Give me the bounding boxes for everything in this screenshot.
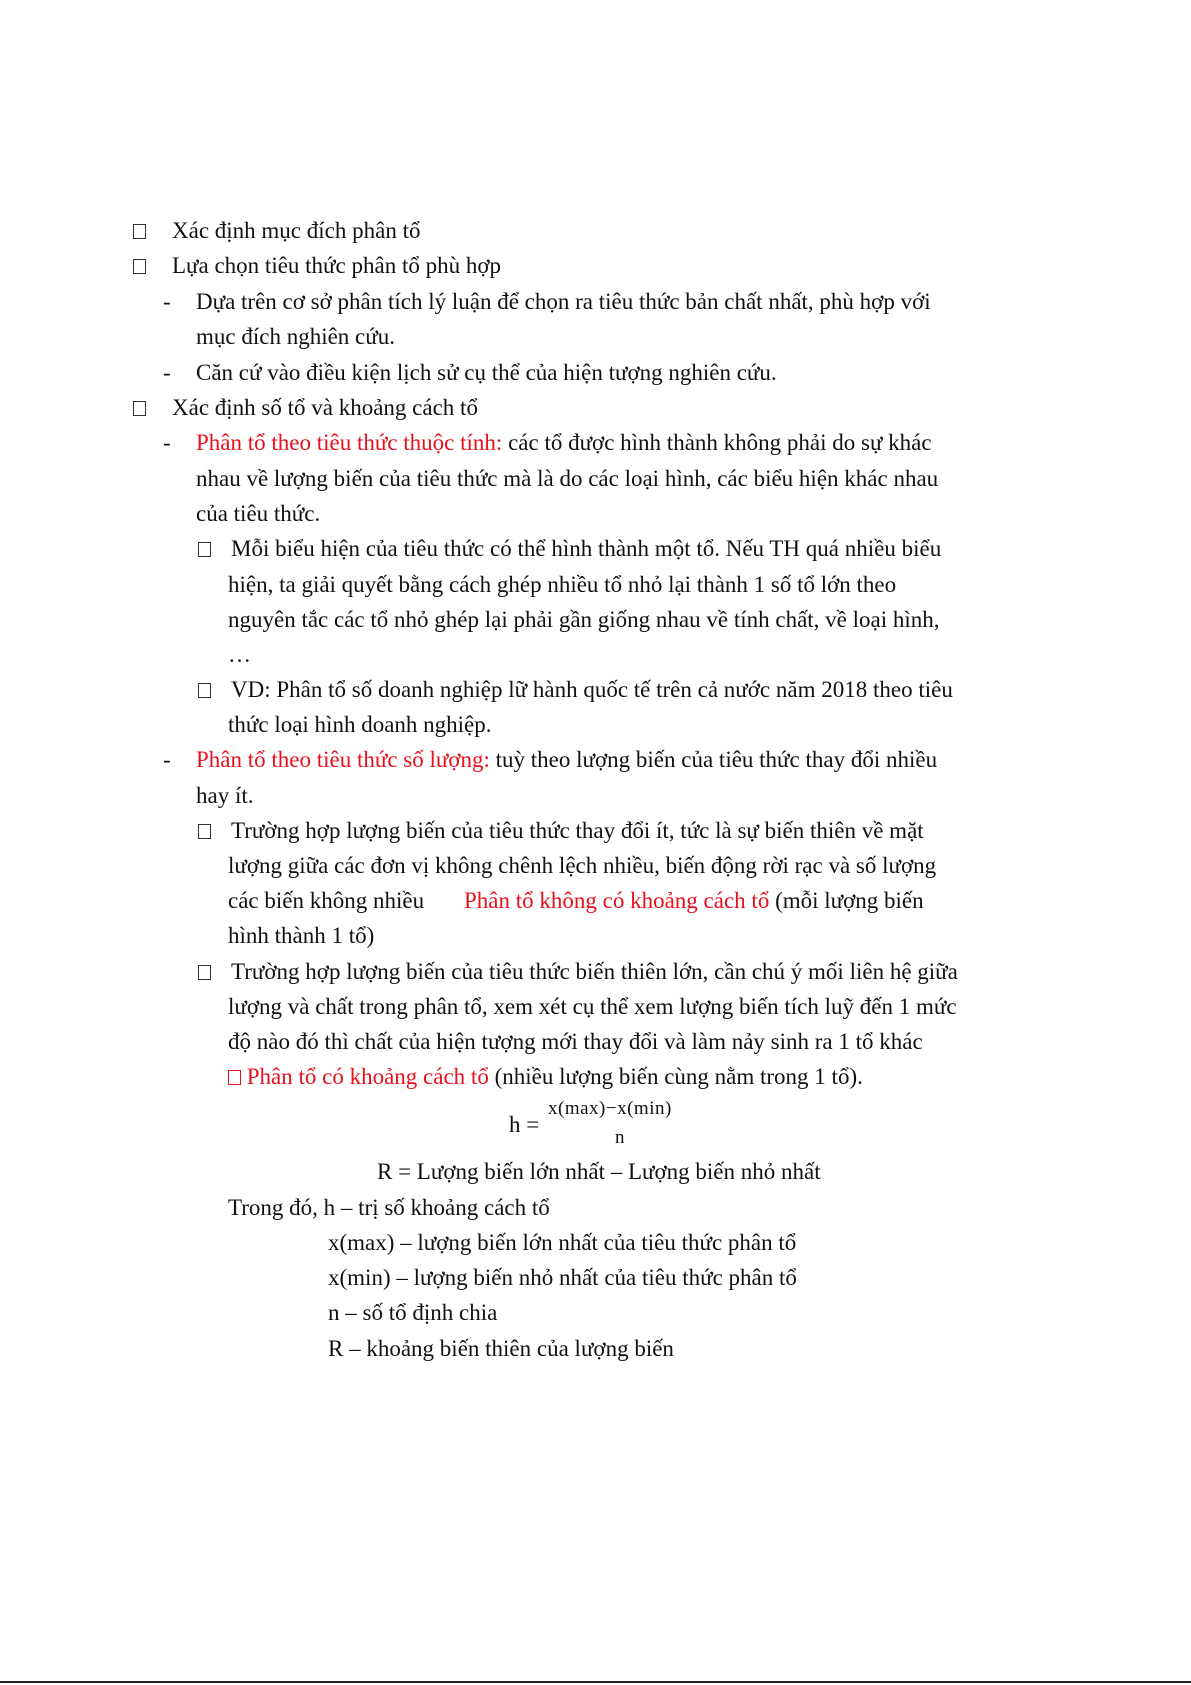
checkbox-bullet-icon [198, 824, 211, 839]
sub-item-text: Dựa trên cơ sở phân tích lý luận để chọn ra tiêu thức bản chất nhất, phù hợp với [196, 289, 931, 314]
nested-bullet: Mỗi biểu hiện của tiêu thức có thể hình thành một tổ. Nếu TH quá nhiều biểu [198, 530, 941, 568]
legend-line: x(max) – lượng biến lớn nhất của tiêu thức phân tổ [328, 1230, 797, 1255]
paragraph-line: thức loại hình doanh nghiệp. [228, 712, 492, 737]
paragraph-line: Phân tổ có khoảng cách tổ (nhiều lượng biến cùng nằm trong 1 tổ). [228, 1058, 863, 1096]
paragraph-line: độ nào đó thì chất của hiện tượng mới thay đổi và làm nảy sinh ra 1 tổ khác [228, 1029, 923, 1054]
page-bottom-rule [0, 1681, 1191, 1683]
term-highlight: Phân tổ theo tiêu thức thuộc tính: [196, 430, 503, 455]
term-highlight: Phân tổ không có khoảng cách tổ [464, 888, 770, 913]
legend-line: R – khoảng biến thiên của lượng biến [328, 1336, 674, 1361]
dash-bullet: - [163, 430, 171, 455]
paragraph-line: nhau về lượng biến của tiêu thức mà là do các loại hình, các biểu hiện khác nhau [196, 466, 939, 491]
checkbox-bullet-icon [198, 683, 211, 698]
range-formula: R = Lượng biến lớn nhất – Lượng biến nhỏ nhất [377, 1159, 821, 1184]
checkbox-bullet-icon [133, 401, 146, 416]
outline-item-2: Lựa chọn tiêu thức phân tổ phù hợp [133, 247, 501, 285]
dash-bullet: - [163, 360, 171, 385]
legend-intro: Trong đó, h – trị số khoảng cách tổ [228, 1195, 550, 1220]
checkbox-bullet-icon [198, 965, 211, 980]
outline-item-3: Xác định số tổ và khoảng cách tổ [133, 389, 478, 427]
term-highlight: Phân tổ theo tiêu thức số lượng: [196, 747, 490, 772]
paragraph-line: của tiêu thức. [196, 501, 321, 526]
nested-bullet: VD: Phân tổ số doanh nghiệp lữ hành quốc tế trên cả nước năm 2018 theo tiêu [198, 671, 953, 709]
checkbox-bullet-icon [133, 259, 146, 274]
checkbox-bullet-icon [133, 224, 146, 239]
legend-line: x(min) – lượng biến nhỏ nhất của tiêu thức phân tổ [328, 1265, 797, 1290]
nested-bullet: Trường hợp lượng biến của tiêu thức thay đổi ít, tức là sự biến thiên về mặt [198, 812, 924, 850]
checkbox-bullet-icon [228, 1070, 241, 1085]
paragraph-line: hiện, ta giải quyết bằng cách ghép nhiều tổ nhỏ lại thành 1 số tổ lớn theo [228, 572, 897, 597]
paragraph-line: lượng giữa các đơn vị không chênh lệch nhiều, biến động rời rạc và số lượng [228, 853, 937, 878]
paragraph-line: Phân tổ không có khoảng cách tổ (mỗi lượng biến [464, 888, 924, 913]
paragraph-line: các biến không nhiều [228, 888, 425, 913]
nested-bullet: Trường hợp lượng biến của tiêu thức biến thiên lớn, cần chú ý mối liên hệ giữa [198, 953, 958, 991]
paragraph-line: lượng và chất trong phân tổ, xem xét cụ thể xem lượng biến tích luỹ đến 1 mức [228, 994, 957, 1019]
formula-numerator: x(max)−x(min) [548, 1098, 672, 1119]
dash-bullet: - [163, 289, 171, 314]
sub-item-text: Căn cứ vào điều kiện lịch sử cụ thể của hiện tượng nghiên cứu. [196, 360, 777, 385]
paragraph-line: hình thành 1 tổ) [228, 923, 375, 948]
legend-line: n – số tổ định chia [328, 1300, 498, 1325]
attribute-grouping-line: Phân tổ theo tiêu thức thuộc tính: các tổ được hình thành không phải do sự khác [196, 430, 932, 455]
formula-lhs: h = [509, 1112, 540, 1137]
paragraph-line: hay ít. [196, 783, 254, 808]
sub-item-text: mục đích nghiên cứu. [196, 324, 395, 349]
term-highlight: Phân tổ có khoảng cách tổ [241, 1064, 489, 1089]
dash-bullet: - [163, 747, 171, 772]
formula-denominator: n [615, 1127, 625, 1148]
paragraph-line: nguyên tắc các tổ nhỏ ghép lại phải gần giống nhau về tính chất, về loại hình, [228, 607, 940, 632]
outline-item-1: Xác định mục đích phân tổ [133, 212, 420, 250]
checkbox-bullet-icon [198, 542, 211, 557]
paragraph-line: … [228, 642, 251, 667]
quantity-grouping-line: Phân tổ theo tiêu thức số lượng: tuỳ theo lượng biến của tiêu thức thay đổi nhiều [196, 747, 938, 772]
